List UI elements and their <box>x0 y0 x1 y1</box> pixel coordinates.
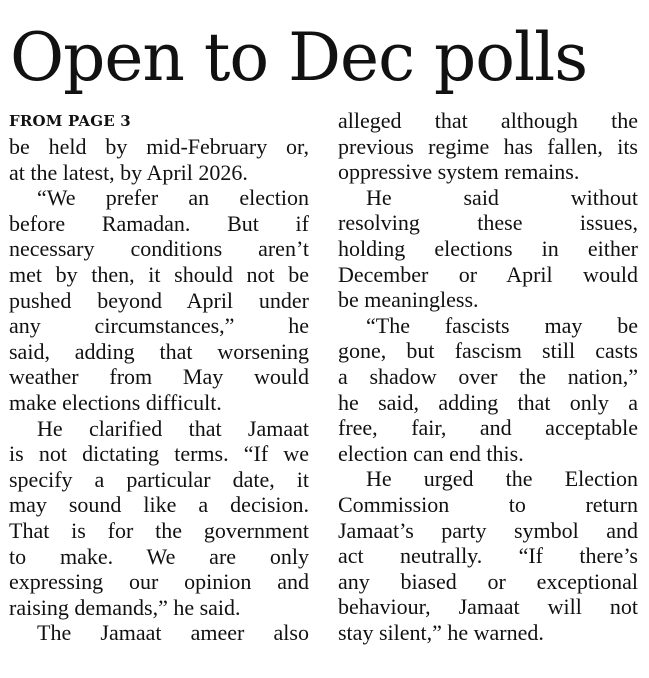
text-line: He said without <box>366 184 638 210</box>
text-line: election can end this. <box>338 440 524 466</box>
text-line: be meaningless. <box>338 287 479 313</box>
text-line: specify a particular date, it <box>9 466 309 492</box>
text-line: a shadow over the nation,” <box>338 363 638 389</box>
text-line: gone, but fascism still casts <box>338 338 638 364</box>
text-line: raising demands,” he said. <box>9 594 241 620</box>
text-line: Jamaat’s party symbol and <box>338 517 638 543</box>
text-line: is not dictating terms. “If we <box>9 441 309 467</box>
text-line: resolving these issues, <box>338 210 638 236</box>
text-line: necessary conditions aren’t <box>9 236 309 262</box>
text-line: stay silent,” he warned. <box>338 619 544 645</box>
article-column-right <box>338 108 638 645</box>
text-line: He clarified that Jamaat <box>37 415 309 441</box>
text-line: weather from May would <box>9 364 309 390</box>
article-column-left <box>9 108 309 646</box>
text-line: may sound like a decision. <box>9 492 309 518</box>
text-line: at the latest, by April 2026. <box>9 159 248 185</box>
continuation-kicker: FROM PAGE 3 <box>9 112 131 130</box>
text-line: alleged that although the <box>338 108 638 133</box>
text-line: oppressive system remains. <box>338 159 580 185</box>
text-line: to make. We are only <box>9 543 309 569</box>
text-line: The Jamaat ameer also <box>37 620 309 646</box>
text-line: any biased or exceptional <box>338 568 638 594</box>
text-line: “The fascists may be <box>366 312 638 338</box>
text-line: act neutrally. “If there’s <box>338 543 638 569</box>
text-line: That is for the government <box>9 517 309 543</box>
text-line: holding elections in either <box>338 235 638 261</box>
left-column-text <box>9 134 309 646</box>
text-line: met by then, it should not be <box>9 261 309 287</box>
text-line: He urged the Election <box>366 466 638 492</box>
headline: Open to Dec polls <box>10 19 588 96</box>
text-line: be held by mid-February or, <box>9 134 309 159</box>
text-line: “We prefer an election <box>37 185 309 211</box>
text-line: behaviour, Jamaat will not <box>338 594 638 620</box>
text-line: previous regime has fallen, its <box>338 133 638 159</box>
text-line: before Ramadan. But if <box>9 210 309 236</box>
text-line: pushed beyond April under <box>9 287 309 313</box>
text-line: December or April would <box>338 261 638 287</box>
text-line: Commission to return <box>338 491 638 517</box>
text-line: said, adding that worsening <box>9 338 309 364</box>
right-column-text <box>338 108 638 645</box>
text-line: make elections difficult. <box>9 389 222 415</box>
text-line: free, fair, and acceptable <box>338 415 638 441</box>
text-line: he said, adding that only a <box>338 389 638 415</box>
text-line: any circumstances,” he <box>9 313 309 339</box>
text-line: expressing our opinion and <box>9 569 309 595</box>
